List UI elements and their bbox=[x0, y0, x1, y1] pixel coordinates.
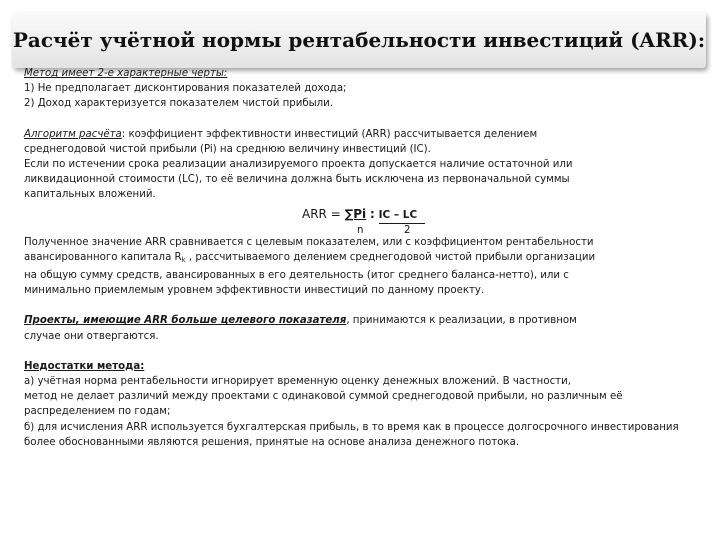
comparison-text: минимально приемлемым уровнем эффективности инвестиций по данному проекту. bbox=[24, 285, 485, 297]
drawbacks-section bbox=[24, 359, 700, 450]
drawbacks-text: распределением по годам; bbox=[24, 406, 171, 418]
formula-denominator-n: n bbox=[357, 224, 364, 236]
method-section bbox=[24, 66, 700, 112]
comparison-text: , рассчитываемого делением среднегодовой чистой прибыли организации bbox=[185, 251, 596, 263]
title-bar bbox=[12, 12, 706, 68]
drawbacks-text: б) для исчисления ARR используется бухгалтерская прибыль, в то время как в процессе долгосрочного инвестирования bbox=[24, 421, 679, 433]
formula-numerator-sum: ∑Pi bbox=[344, 206, 367, 221]
algorithm-text: среднегодовой чистой прибыли (Pi) на среднюю величину инвестиций (IC). bbox=[24, 143, 431, 155]
algorithm-section bbox=[24, 127, 700, 203]
algorithm-text: капитальных вложений. bbox=[24, 189, 156, 201]
projects-emphasis: Проекты, имеющие ARR больше целевого показателя bbox=[24, 315, 347, 327]
algorithm-text: : коэффициент эффективности инвестиций (ARR) рассчитывается делением bbox=[121, 128, 538, 140]
drawbacks-text: метод не делает различий между проектами с одинаковой суммой среднегодовой прибыли, но различным её bbox=[24, 391, 623, 403]
drawbacks-heading: Недостатки метода: bbox=[24, 360, 145, 372]
arr-formula bbox=[24, 207, 700, 235]
projects-text: случае они отвергаются. bbox=[24, 330, 159, 342]
slide-title: Расчёт учётной нормы рентабельности инвестиций (ARR): bbox=[12, 28, 706, 52]
formula-div: : bbox=[369, 206, 375, 221]
algorithm-text: ликвидационной стоимости (LC), то её величина должна быть исключена из первоначальной суммы bbox=[24, 174, 570, 186]
method-point: 2) Доход характеризуется показателем чистой прибыли. bbox=[24, 98, 334, 110]
comparison-text: авансированного капитала R bbox=[24, 251, 182, 263]
algorithm-text: Если по истечении срока реализации анализируемого проекта допускается наличие остаточной или bbox=[24, 159, 573, 171]
comparison-text: на общую сумму средств, авансированных в его деятельность (итог среднего баланса-нетто), или с bbox=[24, 270, 569, 282]
comparison-subscript: k bbox=[181, 255, 186, 264]
algorithm-label: Алгоритм расчёта bbox=[24, 128, 122, 140]
formula-numerator-ic-lc: IC – LC bbox=[379, 208, 426, 224]
formula-denominator-2: 2 bbox=[404, 224, 411, 236]
method-point: 1) Не предполагает дисконтирования показателей дохода; bbox=[24, 83, 347, 95]
formula-lhs: ARR bbox=[302, 206, 327, 221]
projects-text: , принимаются к реализации, в противном bbox=[346, 315, 577, 327]
comparison-text: Полученное значение ARR сравнивается с целевым показателем, или с коэффициентом рентабельности bbox=[24, 236, 594, 248]
slide-content bbox=[24, 66, 700, 450]
drawbacks-text: более обоснованными являются решения, принятые на основе анализа денежного потока. bbox=[24, 436, 520, 448]
comparison-section bbox=[24, 235, 700, 299]
method-heading: Метод имеет 2-е характерные черты: bbox=[24, 68, 228, 79]
drawbacks-text: а) учётная норма рентабельности игнорирует временную оценку денежных вложений. В частности, bbox=[24, 376, 571, 388]
projects-section bbox=[24, 313, 700, 343]
formula-eq: = bbox=[330, 206, 341, 221]
